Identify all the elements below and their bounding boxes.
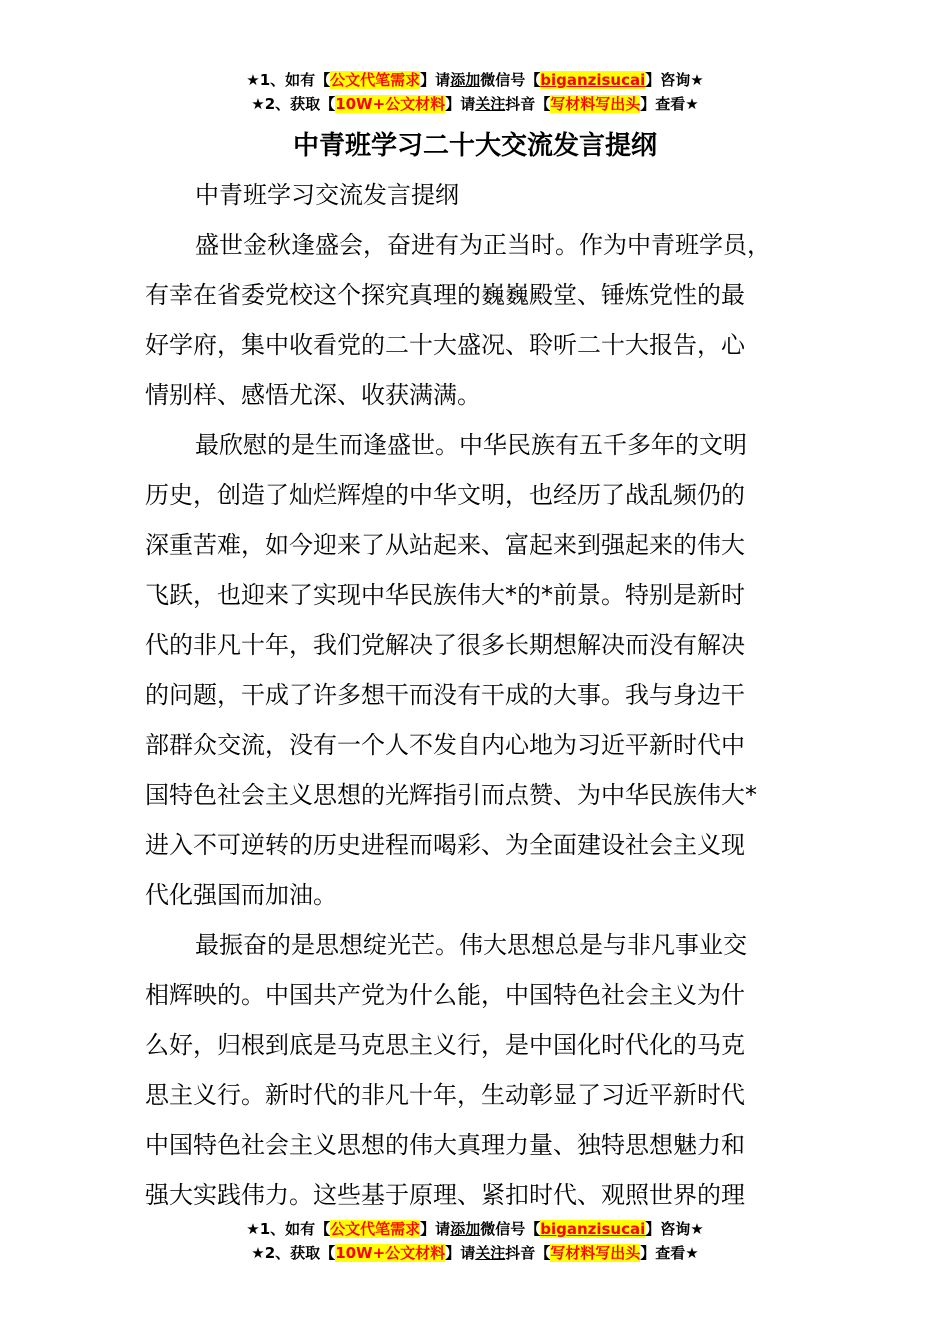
document-title: 中青班学习二十大交流发言提纲 <box>292 131 657 161</box>
banner-underlined-text: 关注 <box>475 1244 506 1262</box>
text-line: 好学府，集中收看党的二十大盛况、聆听二十大报告，心 <box>145 331 745 359</box>
header-banner <box>0 68 950 116</box>
banner-text: 微信号【 <box>480 1220 541 1238</box>
douyin-account-highlight[interactable]: 写材料写出头 <box>550 1244 641 1262</box>
footer-banner <box>0 1217 950 1265</box>
banner-text: 】请 <box>445 95 476 113</box>
text-line: 的问题，干成了许多想干而没有干成的大事。我与身边干 <box>145 681 745 709</box>
wechat-id-link[interactable]: biganzisucai <box>540 71 646 89</box>
banner-underlined-text: 关注 <box>475 95 506 113</box>
highlight-service: 公文代笔需求 <box>330 71 421 89</box>
paragraph-3 <box>145 920 825 1220</box>
text-line: 代的非凡十年，我们党解决了很多长期想解决而没有解决 <box>145 631 745 659</box>
banner-text: ★2、获取【 <box>251 95 336 113</box>
banner-text: 】查看★ <box>640 95 699 113</box>
text-line: 思主义行。新时代的非凡十年，生动彰显了习近平新时代 <box>145 1081 745 1109</box>
paragraph-2 <box>145 420 825 920</box>
document-body <box>145 170 825 1220</box>
text-line: 深重苦难，如今迎来了从站起来、富起来到强起来的伟大 <box>145 531 745 559</box>
banner-line-2 <box>0 92 950 116</box>
banner-text: 】咨询★ <box>645 1220 704 1238</box>
text-line: 情别样、感悟尤深、收获满满。 <box>145 381 481 409</box>
subtitle-paragraph <box>145 170 825 220</box>
text-line: 最欣慰的是生而逢盛世。中华民族有五千多年的文明 <box>195 431 747 459</box>
text-line: 进入不可逆转的历史进程而喝彩、为全面建设社会主义现 <box>145 831 745 859</box>
banner-line-1 <box>0 1217 950 1241</box>
banner-text: 】查看★ <box>640 1244 699 1262</box>
text-line: 强大实践伟力。这些基于原理、紧扣时代、观照世界的理 <box>145 1181 745 1209</box>
wechat-id-link[interactable]: biganzisucai <box>540 1220 646 1238</box>
text-line: 部群众交流，没有一个人不发自内心地为习近平新时代中 <box>145 731 745 759</box>
banner-text: 抖音【 <box>505 1244 551 1262</box>
highlight-materials: 10W+公文材料 <box>335 95 446 113</box>
text-line: 么好，归根到底是马克思主义行，是中国化时代化的马克 <box>145 1031 745 1059</box>
banner-line-2 <box>0 1241 950 1265</box>
document-subtitle: 中青班学习交流发言提纲 <box>195 181 459 209</box>
highlight-service: 公文代笔需求 <box>330 1220 421 1238</box>
banner-text: 】请 <box>420 1220 451 1238</box>
banner-underlined-text: 添加 <box>450 1220 481 1238</box>
banner-text: 】请 <box>420 71 451 89</box>
text-line: 国特色社会主义思想的光辉指引而点赞、为中华民族伟大* <box>145 781 757 809</box>
text-line: 相辉映的。中国共产党为什么能，中国特色社会主义为什 <box>145 981 745 1009</box>
text-line: 历史，创造了灿烂辉煌的中华文明，也经历了战乱频仍的 <box>145 481 745 509</box>
douyin-account-highlight[interactable]: 写材料写出头 <box>550 95 641 113</box>
banner-text: 微信号【 <box>480 71 541 89</box>
banner-text: ★1、如有【 <box>246 1220 331 1238</box>
banner-text: 】咨询★ <box>645 71 704 89</box>
banner-text: 抖音【 <box>505 95 551 113</box>
text-line: 代化强国而加油。 <box>145 881 337 909</box>
text-line: 最振奋的是思想绽光芒。伟大思想总是与非凡事业交 <box>195 931 747 959</box>
text-line: 有幸在省委党校这个探究真理的巍巍殿堂、锤炼党性的最 <box>145 281 745 309</box>
highlight-materials: 10W+公文材料 <box>335 1244 446 1262</box>
banner-text: ★1、如有【 <box>246 71 331 89</box>
banner-line-1 <box>0 68 950 92</box>
text-line: 盛世金秋逢盛会，奋进有为正当时。作为中青班学员， <box>195 231 771 259</box>
banner-text: 】请 <box>445 1244 476 1262</box>
text-line: 飞跃，也迎来了实现中华民族伟大*的*前景。特别是新时 <box>145 581 745 609</box>
text-line: 中国特色社会主义思想的伟大真理力量、独特思想魅力和 <box>145 1131 745 1159</box>
paragraph-1 <box>145 220 825 420</box>
banner-text: ★2、获取【 <box>251 1244 336 1262</box>
banner-underlined-text: 添加 <box>450 71 481 89</box>
